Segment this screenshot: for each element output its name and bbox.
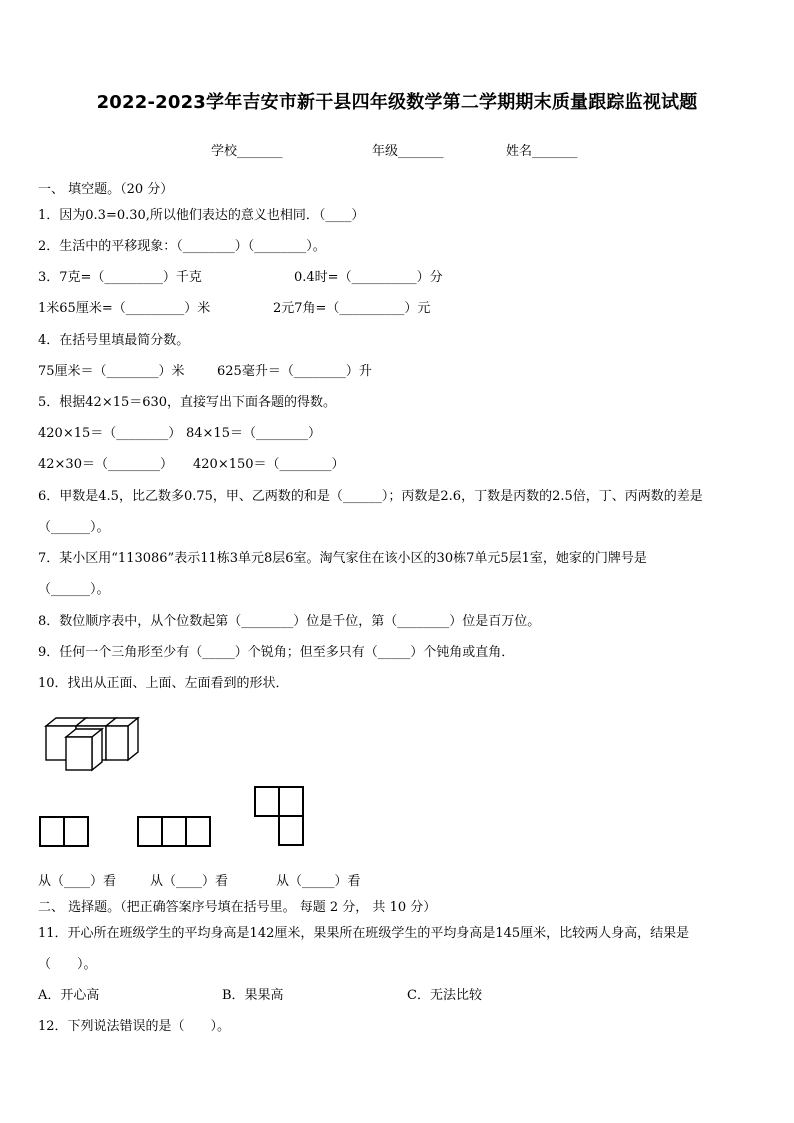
question-7-cont: （______）。 <box>38 582 110 597</box>
question-11: 11．开心所在班级学生的平均身高是142厘米，果果所在班级学生的平均身高是145厘米，比较两人身高，结果是 <box>38 926 690 941</box>
question-5c: 42×30＝（________） <box>38 457 173 472</box>
question-5: 5．根据42×15＝630，直接写出下面各题的得数。 <box>38 395 337 410</box>
question-5d: 420×150＝（________） <box>193 457 345 472</box>
question-8: 8．数位顺序表中，从个位数起第（________）位是千位，第（________）位是百万位。 <box>38 614 541 629</box>
question-5a: 420×15＝（________） <box>38 426 182 441</box>
question-4b: 625毫升＝（________）升 <box>217 364 372 379</box>
question-1: 1．因为0.3=0.30,所以他们表达的意义也相同．（____） <box>38 208 365 223</box>
view-shape-two-squares <box>39 816 91 848</box>
school-field: 学校_______ <box>211 144 283 159</box>
cube-figure <box>44 716 144 774</box>
view-shape-three-squares <box>137 816 213 848</box>
view-label-2: 从（____）看 <box>150 874 229 889</box>
option-11-a: A．开心高 <box>38 988 100 1003</box>
view-shape-t <box>254 786 306 848</box>
question-3c: 1米65厘米=（_________）米 <box>38 301 211 316</box>
view-label-1: 从（____）看 <box>38 874 117 889</box>
section-1-heading: 一、 填空题。（20 分） <box>38 182 174 197</box>
question-3a: 3．7克=（_________）千克 <box>38 270 202 285</box>
question-4: 4．在括号里填最简分数。 <box>38 333 190 348</box>
grade-field: 年级_______ <box>372 144 444 159</box>
question-11-cont: （ ）。 <box>38 957 97 972</box>
option-11-b: B．果果高 <box>222 988 284 1003</box>
question-3d: 2元7角=（__________）元 <box>273 301 431 316</box>
question-9: 9．任何一个三角形至少有（_____）个锐角；但至多只有（_____）个钝角或直角． <box>38 645 515 660</box>
name-field: 姓名_______ <box>506 144 578 159</box>
option-11-c: C．无法比较 <box>407 988 482 1003</box>
question-5b: 84×15＝（________） <box>186 426 321 441</box>
question-4a: 75厘米＝（________）米 <box>38 364 185 379</box>
question-2: 2．生活中的平移现象：（________）（________）。 <box>38 239 326 254</box>
view-label-3: 从（_____）看 <box>276 874 361 889</box>
section-2-heading: 二、 选择题。（把正确答案序号填在括号里。 每题 2 分， 共 10 分） <box>38 900 437 915</box>
page-title: 2022-2023学年吉安市新干县四年级数学第二学期期末质量跟踪监视试题 <box>96 92 698 113</box>
question-6: 6．甲数是4.5，比乙数多0.75，甲、乙两数的和是（______）；丙数是2.6，丁数是丙数的2.5倍，丁、丙两数的差是 <box>38 489 703 504</box>
question-12: 12．下列说法错误的是（ ）。 <box>38 1019 231 1034</box>
question-10: 10．找出从正面、上面、左面看到的形状． <box>38 676 289 691</box>
question-7: 7．某小区用“113086”表示11栋3单元8层6室。淘气家住在该小区的30栋7单元5层1室，她家的门牌号是 <box>38 551 647 566</box>
question-6-cont: （______）。 <box>38 520 110 535</box>
question-3b: 0.4时=（__________）分 <box>294 270 443 285</box>
